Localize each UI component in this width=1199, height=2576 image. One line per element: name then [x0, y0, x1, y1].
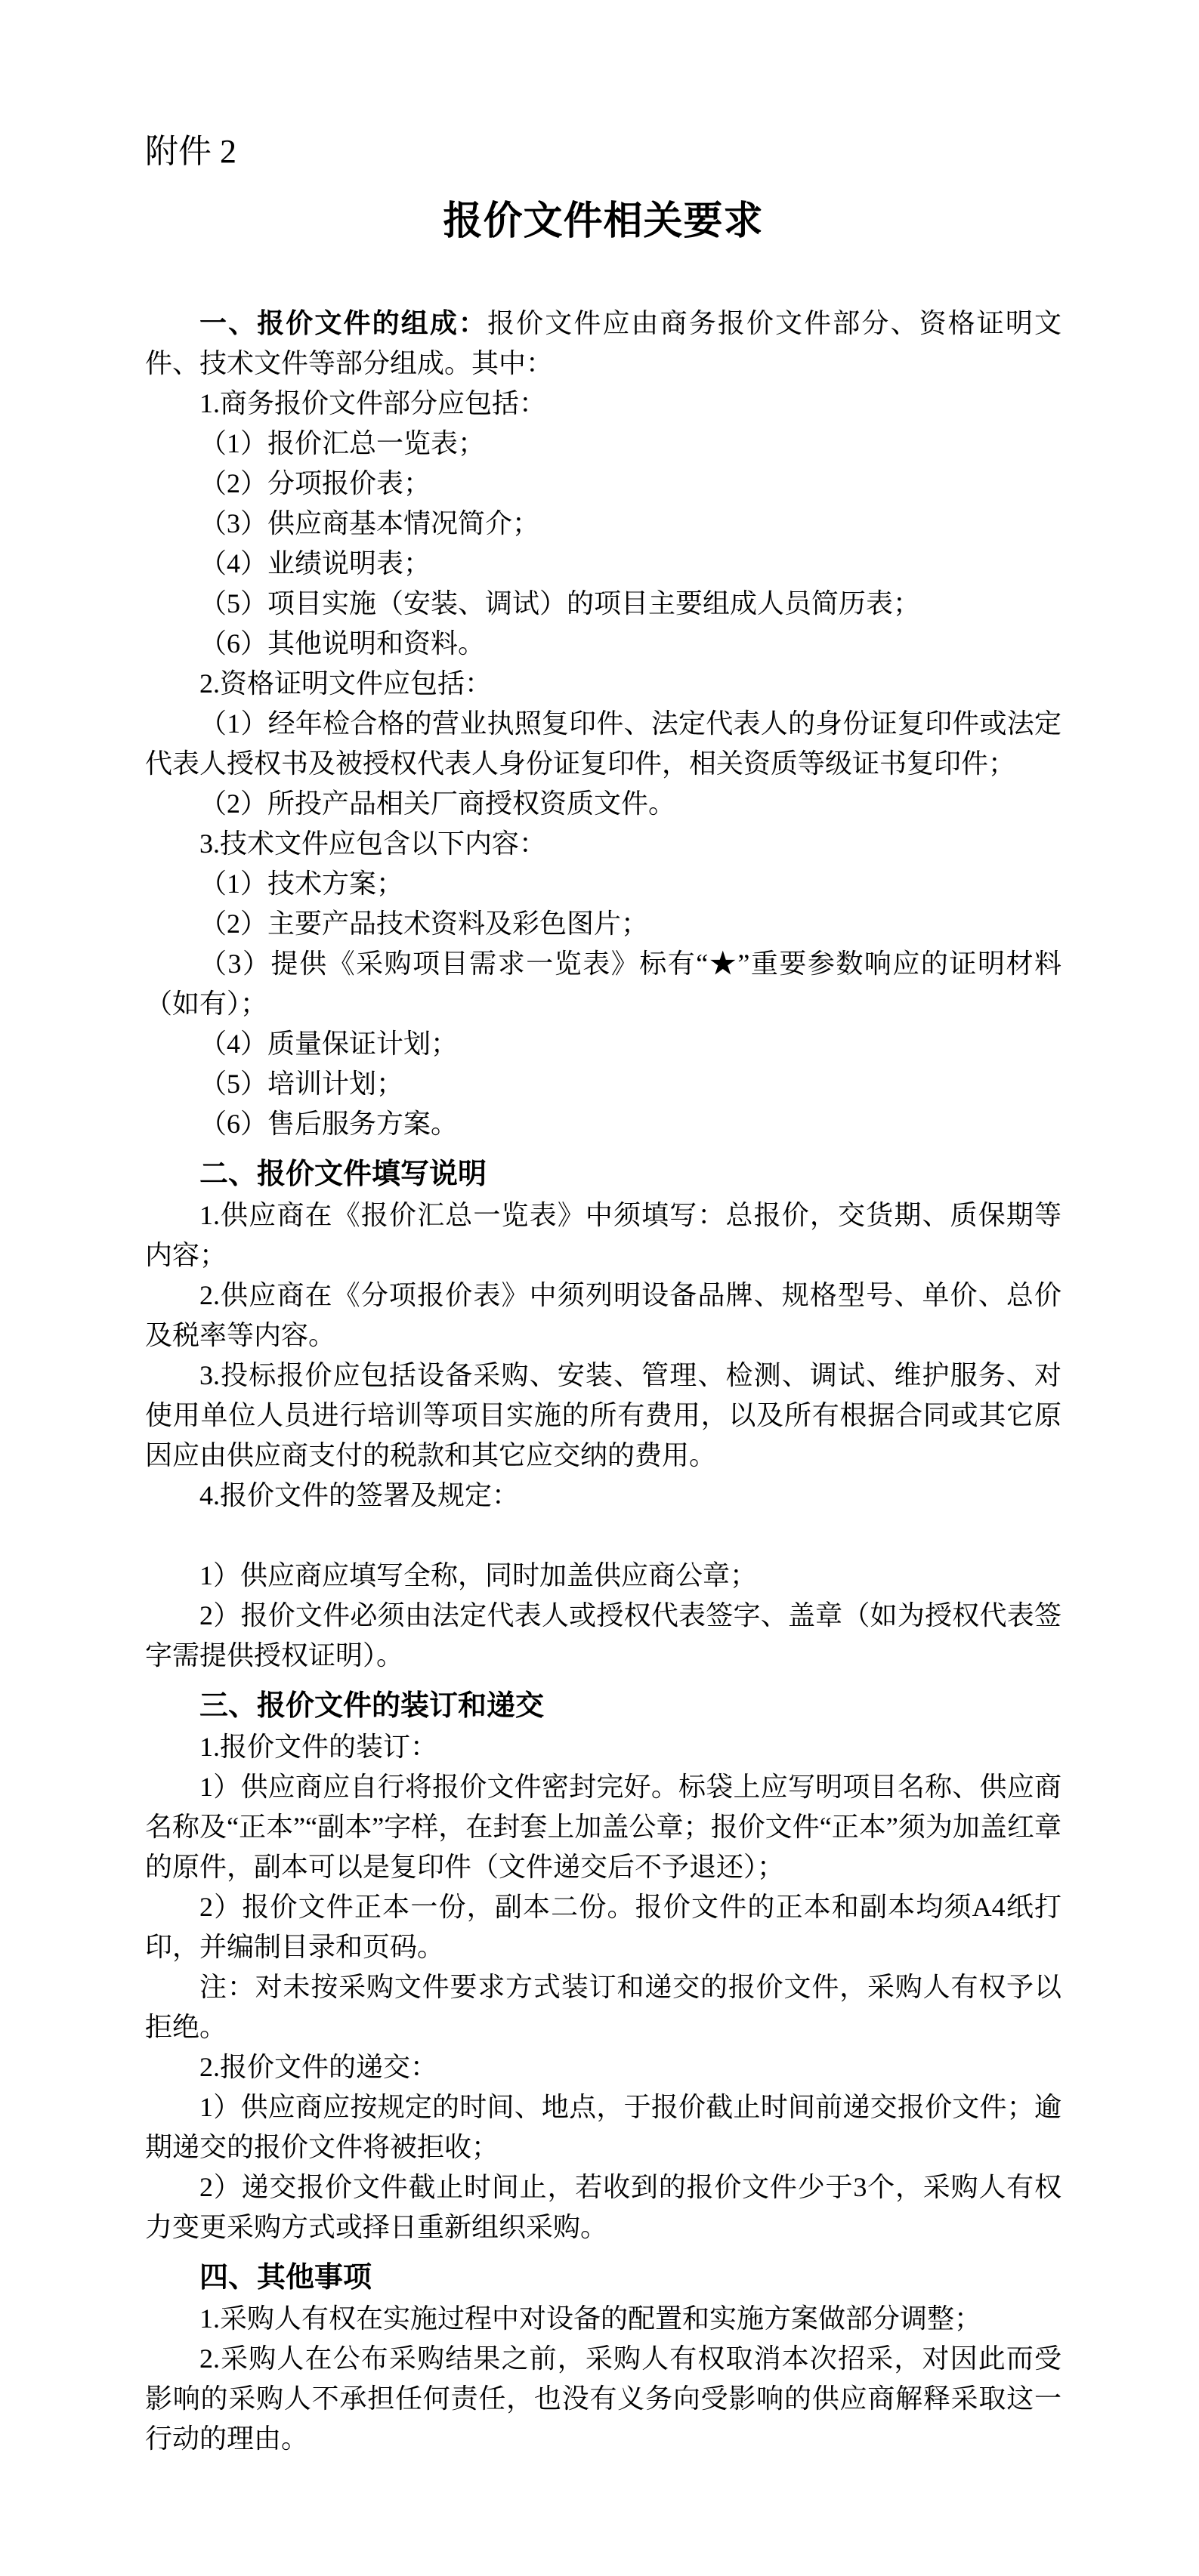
paragraph: 1.商务报价文件部分应包括：: [199, 388, 547, 418]
paragraph: 1.采购人有权在实施过程中对设备的配置和实施方案做部分调整；: [199, 2303, 982, 2334]
list-item: （5）项目实施（安装、调试）的项目主要组成人员简历表；: [199, 588, 921, 619]
paragraph: 4.报价文件的签署及规定：: [199, 1480, 520, 1510]
attachment-label: 附件 2: [145, 133, 236, 170]
section-intro-paragraph: [145, 304, 1061, 384]
list-item: （6）售后服务方案。: [199, 1109, 459, 1139]
list-item: （6）其他说明和资料。: [199, 628, 486, 659]
list-item: （1）经年检合格的营业执照复印件、法定代表人的身份证复印件或法定代表人授权书及被授权代表人身份证复印件，相关资质等级证书复印件；: [145, 708, 1061, 779]
page-title: 报价文件相关要求: [443, 200, 764, 243]
list-item: （5）培训计划；: [199, 1069, 404, 1099]
note-paragraph: 注：对未按采购文件要求方式装订和递交的报价文件，采购人有权予以拒绝。: [145, 1972, 1061, 2042]
section-1-intro-text: 报价文件应由商务报价文件部分、资格证明文件、技术文件等部分组成。其中：: [145, 308, 1061, 378]
list-item: 2）递交报价文件截止时间止，若收到的报价文件少于3个，采购人有权力变更采购方式或择日重新组织采购。: [145, 2172, 1061, 2242]
section-4-heading: 四、其他事项: [199, 2262, 372, 2294]
paragraph: 2.资格证明文件应包括：: [199, 668, 493, 699]
section-3-heading: 三、报价文件的装订和递交: [199, 1690, 545, 1722]
paragraph: 2.报价文件的递交：: [199, 2052, 438, 2082]
document-body: [145, 304, 1061, 2459]
list-item: 1）供应商应按规定的时间、地点，于报价截止时间前递交报价文件；逾期递交的报价文件将被拒收；: [145, 2092, 1061, 2162]
list-item: （2）主要产品技术资料及彩色图片；: [199, 909, 649, 939]
list-item: （3）提供《采购项目需求一览表》标有“★”重要参数响应的证明材料（如有）；: [145, 949, 1061, 1019]
section-filling-instructions: [145, 1153, 1061, 1676]
list-item: 2）报价文件必须由法定代表人或授权代表签字、盖章（如为授权代表签字需提供授权证明）。: [145, 1600, 1061, 1671]
list-item: （1）报价汇总一览表；: [199, 428, 486, 458]
paragraph: 1.报价文件的装订：: [199, 1732, 438, 1762]
paragraph: 2.供应商在《分项报价表》中须列明设备品牌、规格型号、单价、总价及税率等内容。: [145, 1280, 1061, 1350]
paragraph: 2.采购人在公布采购结果之前，采购人有权取消本次招采，对因此而受影响的采购人不承担任何责任，也没有义务向受影响的供应商解释采取这一行动的理由。: [145, 2343, 1061, 2454]
list-item: （1）技术方案；: [199, 868, 404, 899]
list-item: 2）报价文件正本一份，副本二份。报价文件的正本和副本均须A4纸打印，并编制目录和页码。: [145, 1892, 1061, 1962]
section-composition: [145, 304, 1061, 1144]
list-item: 1）供应商应填写全称，同时加盖供应商公章；: [199, 1560, 758, 1590]
list-item: （3）供应商基本情况简介；: [199, 508, 540, 538]
list-item: （4）业绩说明表；: [199, 548, 431, 578]
paragraph: 3.技术文件应包含以下内容：: [199, 828, 547, 859]
section-other-matters: [145, 2257, 1061, 2459]
list-item: 1）供应商应自行将报价文件密封完好。标袋上应写明项目名称、供应商名称及“正本”“副本”字样，在封套上加盖公章；报价文件“正本”须为加盖红章的原件，副本可以是复印件（文件递交后不予退还）；: [145, 1772, 1061, 1882]
section-2-heading: 二、报价文件填写说明: [199, 1158, 487, 1190]
section-binding-submission: [145, 1685, 1061, 2247]
list-item: （2）分项报价表；: [199, 468, 431, 498]
paragraph: 1.供应商在《报价汇总一览表》中须填写：总报价，交货期、质保期等内容；: [145, 1200, 1061, 1270]
section-1-heading: 一、报价文件的组成：: [199, 308, 488, 338]
list-item: （4）质量保证计划；: [199, 1029, 459, 1059]
list-item: （2）所投产品相关厂商授权资质文件。: [199, 788, 676, 819]
paragraph: 3.投标报价应包括设备采购、安装、管理、检测、调试、维护服务、对使用单位人员进行培训等项目实施的所有费用，以及所有根据合同或其它原因应由供应商支付的税款和其它应交纳的费用。: [145, 1360, 1061, 1470]
